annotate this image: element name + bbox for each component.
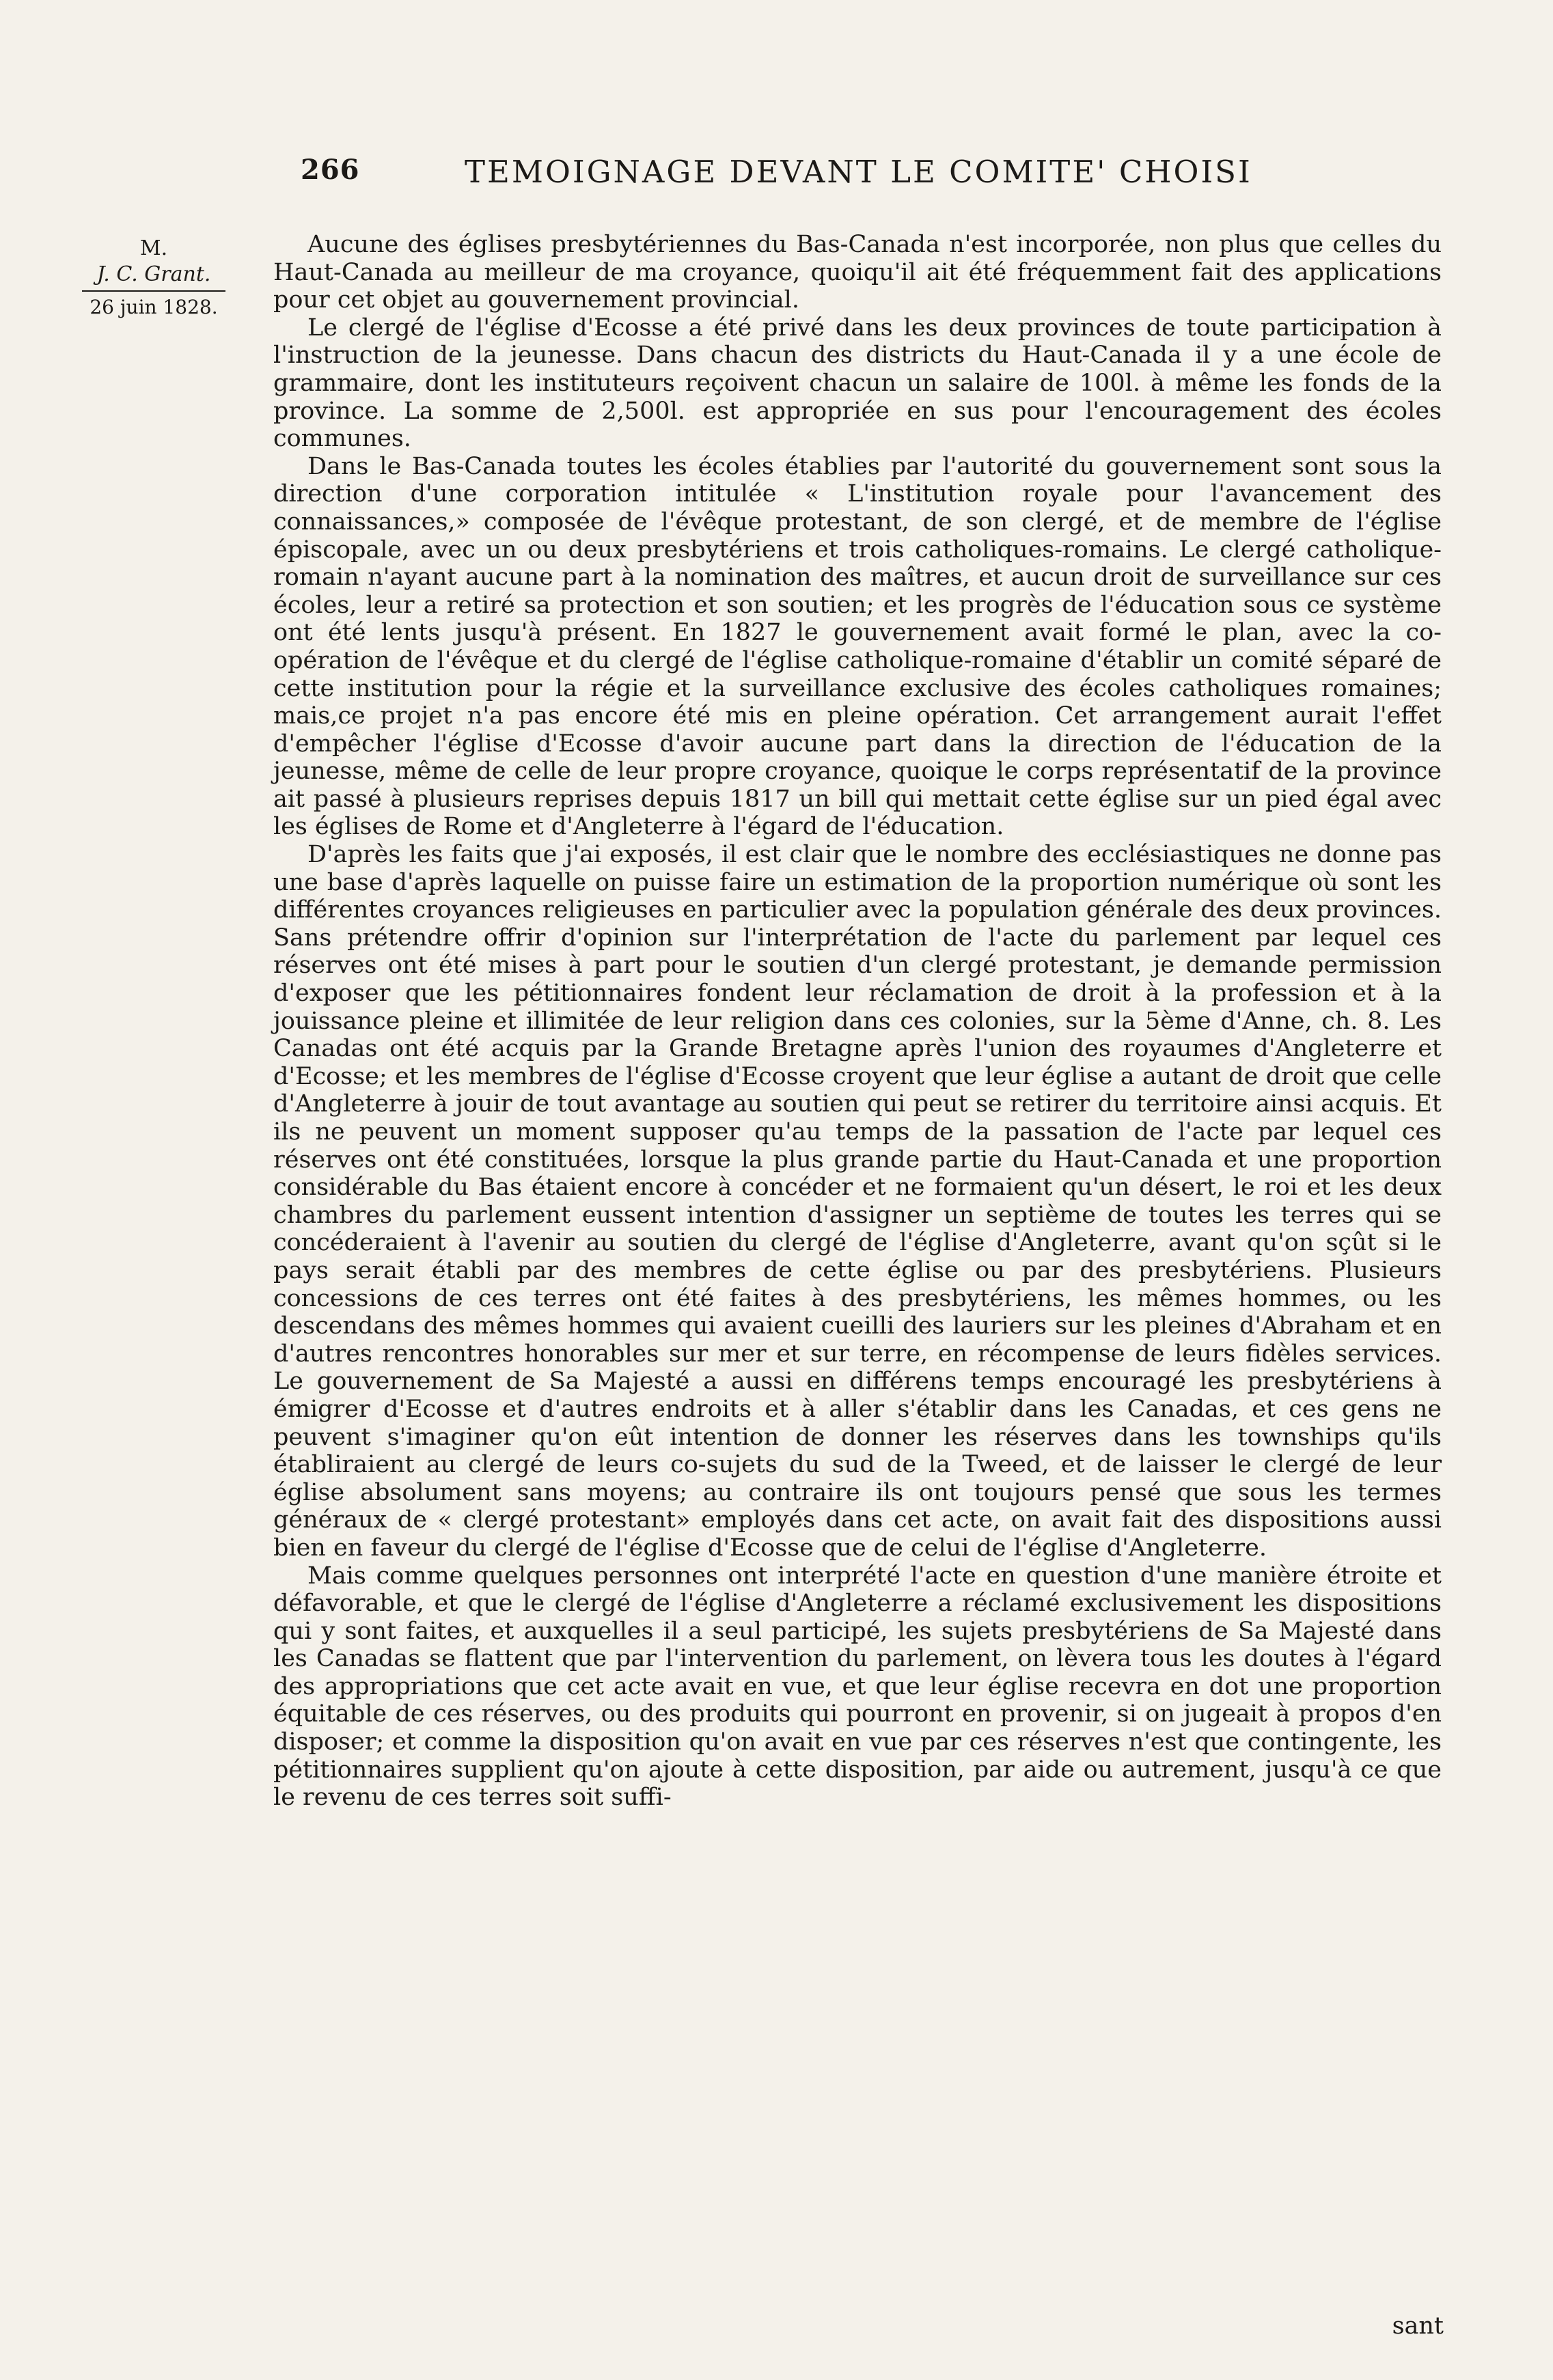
paragraph: Le clergé de l'église d'Ecosse a été privé dans les deux provinces de toute participation à l'instruction de la jeunesse. Dans chacun des districts du Haut-Canada il y a une école de grammaire, dont les instituteurs reçoivent chacun un salaire de 100l. à même les fonds de la province. La somme de 2,500l. est appropriée en sus pour l'encouragement des écoles communes. (273, 314, 1442, 453)
running-title: TEMOIGNAGE DEVANT LE COMITE' CHOISI (465, 154, 1252, 190)
paragraph: Aucune des églises presbytériennes du Bas-Canada n'est incorporée, non plus que celles du Haut-Canada au meilleur de ma croyance, quoiqu'il ait été fréquemment fait des applications pour cet objet au gouvernement provincial. (273, 231, 1442, 314)
margin-note (68, 236, 239, 320)
margin-note-title: M. (139, 236, 168, 260)
page-number: 266 (301, 154, 360, 186)
margin-rule (82, 290, 225, 292)
paragraph: Dans le Bas-Canada toutes les écoles établies par l'autorité du gouvernement sont sous la direction d'une corporation intitulée « L'institution royale pour l'avancement des connaissances,» composée de l'évêque protestant, de son clergé, et de membre de l'église épiscopale, avec un ou deux presbytériens et trois catholiques-romains. Le clergé catholique-romain n'ayant aucune part à la nomination des maîtres, et aucun droit de surveillance sur ces écoles, leur a retiré sa protection et son soutien; et les progrès de l'éducation sous ce système ont été lents jusqu'à présent. En 1827 le gouvernement avait formé le plan, avec la co-opération de l'évêque et du clergé de l'église catholique-romaine d'établir un comité séparé de cette institution pour la régie et la surveillance exclusive des écoles catholiques romaines; mais,ce projet n'a pas encore été mis en pleine opération. Cet arrangement aurait l'effet d'empêcher l'église d'Ecosse d'avoir aucune part dans la direction de l'éducation de la jeunesse, même de celle de leur propre croyance, quoique le corps représentatif de la province ait passé à plusieurs reprises depuis 1817 un bill qui mettait cette église sur un pied égal avec les églises de Rome et d'Angleterre à l'égard de l'éducation. (273, 452, 1442, 841)
testimony-date: 26 juin 1828. (90, 296, 218, 318)
witness-name: J. C. Grant. (96, 262, 211, 286)
catchword: sant (1392, 2312, 1444, 2340)
paragraph: D'après les faits que j'ai exposés, il est clair que le nombre des ecclésiastiques ne donne pas une base d'après laquelle on puisse faire un estimation de la proportion numérique où sont les différentes croyances religieuses en particulier avec la population générale des deux provinces. Sans prétendre offrir d'opinion sur l'interprétation de l'acte du parlement par lequel ces réserves ont été mises à part pour le soutien d'un clergé protestant, je demande permission d'exposer que les pétitionnaires fondent leur réclamation de droit à la profession et à la jouissance pleine et illimitée de leur religion dans ces colonies, sur la 5ème d'Anne, ch. 8. Les Canadas ont été acquis par la Grande Bretagne après l'union des royaumes d'Angleterre et d'Ecosse; et les membres de l'église d'Ecosse croyent que leur église a autant de droit que celle d'Angleterre à jouir de tout avantage au soutien qui peut se retirer du territoire ainsi acquis. Et ils ne peuvent un moment supposer qu'au temps de la passation de l'acte par lequel ces réserves ont été constituées, lorsque la plus grande partie du Haut-Canada et une proportion considérable du Bas étaient encore à concéder et ne formaient qu'un désert, le roi et les deux chambres du parlement eussent intention d'assigner un septième de toutes les terres qui se concéderaient à l'avenir au soutien du clergé de l'église d'Angleterre, avant qu'on sçût si le pays serait établi par des membres de cette église ou par des presbytériens. Plusieurs concessions de ces terres ont été faites à des presbytériens, les mêmes hommes, ou les descendans des mêmes hommes qui avaient cueilli des lauriers sur les pleines d'Abraham et en d'autres rencontres honorables sur mer et sur terre, en récompense de leurs fidèles services. Le gouvernement de Sa Majesté a aussi en différens temps encouragé les presbytériens à émigrer d'Ecosse et d'autres endroits et à aller s'établir dans les Canadas, et ces gens ne peuvent s'imaginer qu'on eût intention de donner les réserves dans les townships qu'ils établiraient au clergé de leurs co-sujets du sud de la Tweed, et de laisser le clergé de leur église absolument sans moyens; au contraire ils ont toujours pensé que sous les termes généraux de « clergé protestant» employés dans cet acte, on avait fait des dispositions aussi bien en faveur du clergé de l'église d'Ecosse que de celui de l'église d'Angleterre. (273, 841, 1442, 1562)
page-header (0, 154, 1553, 195)
paragraph: Mais comme quelques personnes ont interprété l'acte en question d'une manière étroite et défavorable, et que le clergé de l'église d'Angleterre a réclamé exclusivement les dispositions qui y sont faites, et auxquelles il a seul participé, les sujets presbytériens de Sa Majesté dans les Canadas se flattent que par l'intervention du parlement, on lèvera tous les doutes à l'égard des appropriations que cet acte avait en vue, et que leur église recevra en dot une proportion équitable de ces réserves, ou des produits qui pourront en provenir, si on jugeait à propos d'en disposer; et comme la disposition qu'on avait en vue par ces réserves n'est que contingente, les pétitionnaires supplient qu'on ajoute à cette disposition, par aide ou autrement, jusqu'à ce que le revenu de ces terres soit suffi- (273, 1562, 1442, 1812)
body-text (273, 231, 1442, 1812)
